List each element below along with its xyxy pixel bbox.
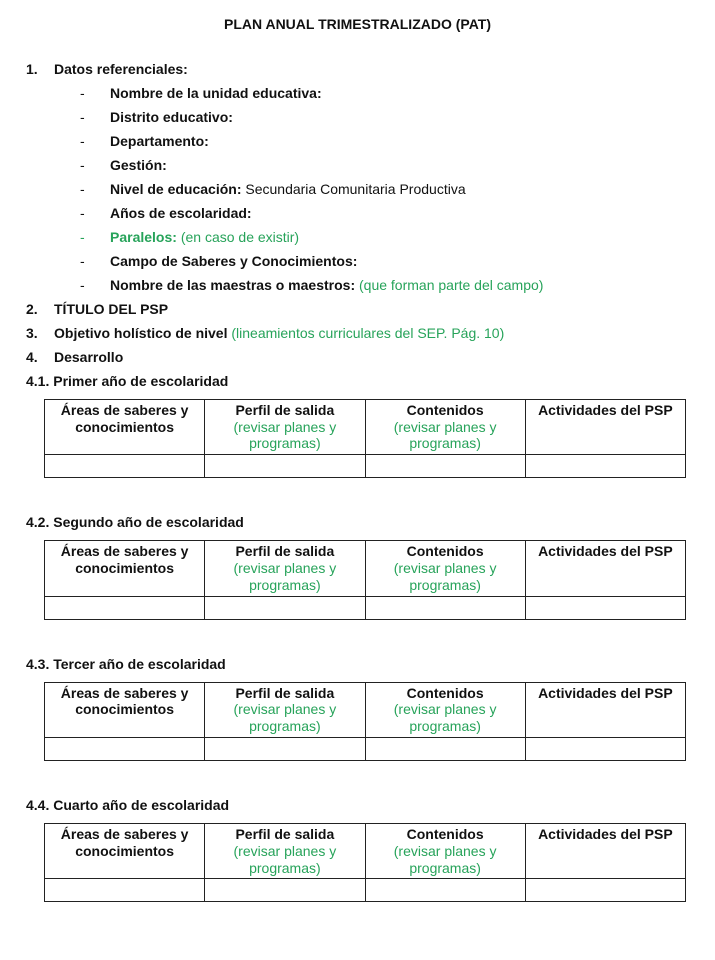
item-note: (en caso de existir): [180, 228, 300, 245]
header-actividades: Actividades del PSP: [525, 682, 685, 737]
list-item-unidad: - Nombre de la unidad educativa:: [80, 84, 322, 101]
table-header-row: [45, 541, 686, 596]
section-2-heading: [26, 297, 689, 321]
table-row: [45, 737, 686, 760]
table-cell[interactable]: [525, 737, 685, 760]
item-label: Gestión:: [110, 156, 167, 173]
list-item-paralelos: - Paralelos: (en caso de existir): [80, 228, 300, 245]
header-areas: Áreas de saberes y conocimientos: [45, 399, 205, 454]
list-item-gestion: - Gestión:: [80, 156, 167, 173]
header-contenidos: Contenidos (revisar planes y programas): [365, 823, 525, 878]
table-cell[interactable]: [45, 596, 205, 619]
table-cell[interactable]: [365, 455, 525, 478]
list-item-campo: - Campo de Saberes y Conocimientos:: [80, 252, 358, 269]
table-cell[interactable]: [45, 455, 205, 478]
header-perfil: Perfil de salida (revisar planes y programas): [205, 823, 365, 878]
header-areas: Áreas de saberes y conocimientos: [45, 682, 205, 737]
table-cell[interactable]: [525, 879, 685, 902]
header-areas: Áreas de saberes y conocimientos: [45, 541, 205, 596]
table-header-row: [45, 823, 686, 878]
table-row: [45, 879, 686, 902]
section-1-number: 1.: [26, 60, 38, 77]
table-cell[interactable]: [365, 879, 525, 902]
section-2-label: TÍTULO DEL PSP: [54, 300, 169, 317]
item-label: Paralelos:: [110, 228, 177, 245]
table-header-row: [45, 399, 686, 454]
header-actividades: Actividades del PSP: [525, 541, 685, 596]
item-label: Departamento:: [110, 132, 209, 149]
list-item-distrito: - Distrito educativo:: [80, 108, 233, 125]
table-cell[interactable]: [205, 455, 365, 478]
section-4-heading: [26, 345, 689, 369]
planning-table-2: [44, 540, 686, 619]
item-label: Años de escolaridad:: [110, 204, 252, 221]
section-3-note: (lineamientos curriculares del SEP. Pág. 10): [231, 324, 505, 341]
table-cell[interactable]: [365, 737, 525, 760]
table-cell[interactable]: [365, 596, 525, 619]
item-note: (que forman parte del campo): [359, 276, 544, 293]
section-1-heading: [26, 57, 689, 81]
header-perfil: Perfil de salida (revisar planes y programas): [205, 682, 365, 737]
header-contenidos: Contenidos (revisar planes y programas): [365, 399, 525, 454]
header-perfil: Perfil de salida (revisar planes y programas): [205, 399, 365, 454]
table-cell[interactable]: [205, 596, 365, 619]
planning-table-1: [44, 399, 686, 478]
subsection-heading: 4.4. Cuarto año de escolaridad: [26, 796, 230, 813]
item-value: Secundaria Comunitaria Productiva: [245, 180, 466, 197]
table-cell[interactable]: [45, 879, 205, 902]
table-row: [45, 455, 686, 478]
list-item-anios: - Años de escolaridad:: [80, 204, 252, 221]
table-row: [45, 596, 686, 619]
header-actividades: Actividades del PSP: [525, 399, 685, 454]
planning-table-4: [44, 823, 686, 902]
section-4-number: 4.: [26, 348, 38, 365]
header-perfil: Perfil de salida (revisar planes y programas): [205, 541, 365, 596]
header-actividades: Actividades del PSP: [525, 823, 685, 878]
table-cell[interactable]: [525, 455, 685, 478]
table-cell[interactable]: [205, 879, 365, 902]
section-2-number: 2.: [26, 300, 38, 317]
list-item-departamento: - Departamento:: [80, 132, 209, 149]
section-3-heading: [26, 321, 689, 345]
section-1-list: [26, 81, 689, 297]
item-label: Campo de Saberes y Conocimientos:: [110, 252, 358, 269]
section-3-label: Objetivo holístico de nivel: [54, 324, 228, 341]
planning-table-3: [44, 682, 686, 761]
subsection-heading: 4.3. Tercer año de escolaridad: [26, 655, 226, 672]
header-contenidos: Contenidos (revisar planes y programas): [365, 541, 525, 596]
document-title: PLAN ANUAL TRIMESTRALIZADO (PAT): [223, 16, 491, 32]
section-3-number: 3.: [26, 324, 38, 341]
header-contenidos: Contenidos (revisar planes y programas): [365, 682, 525, 737]
section-4-label: Desarrollo: [54, 348, 124, 365]
header-areas: Áreas de saberes y conocimientos: [45, 823, 205, 878]
item-label: Nivel de educación:: [110, 180, 242, 197]
table-cell[interactable]: [45, 737, 205, 760]
subsection-heading: 4.1. Primer año de escolaridad: [26, 372, 229, 389]
table-cell[interactable]: [525, 596, 685, 619]
item-label: Distrito educativo:: [110, 108, 233, 125]
item-label: Nombre de la unidad educativa:: [110, 84, 322, 101]
list-item-nivel: - Nivel de educación: Secundaria Comunitaria Productiva: [80, 180, 466, 197]
list-item-maestros: - Nombre de las maestras o maestros: (que forman parte del campo): [80, 276, 544, 293]
table-header-row: [45, 682, 686, 737]
subsection-heading: 4.2. Segundo año de escolaridad: [26, 514, 244, 531]
table-cell[interactable]: [205, 737, 365, 760]
item-label: Nombre de las maestras o maestros:: [110, 276, 356, 293]
section-1-label: Datos referenciales:: [54, 60, 188, 77]
